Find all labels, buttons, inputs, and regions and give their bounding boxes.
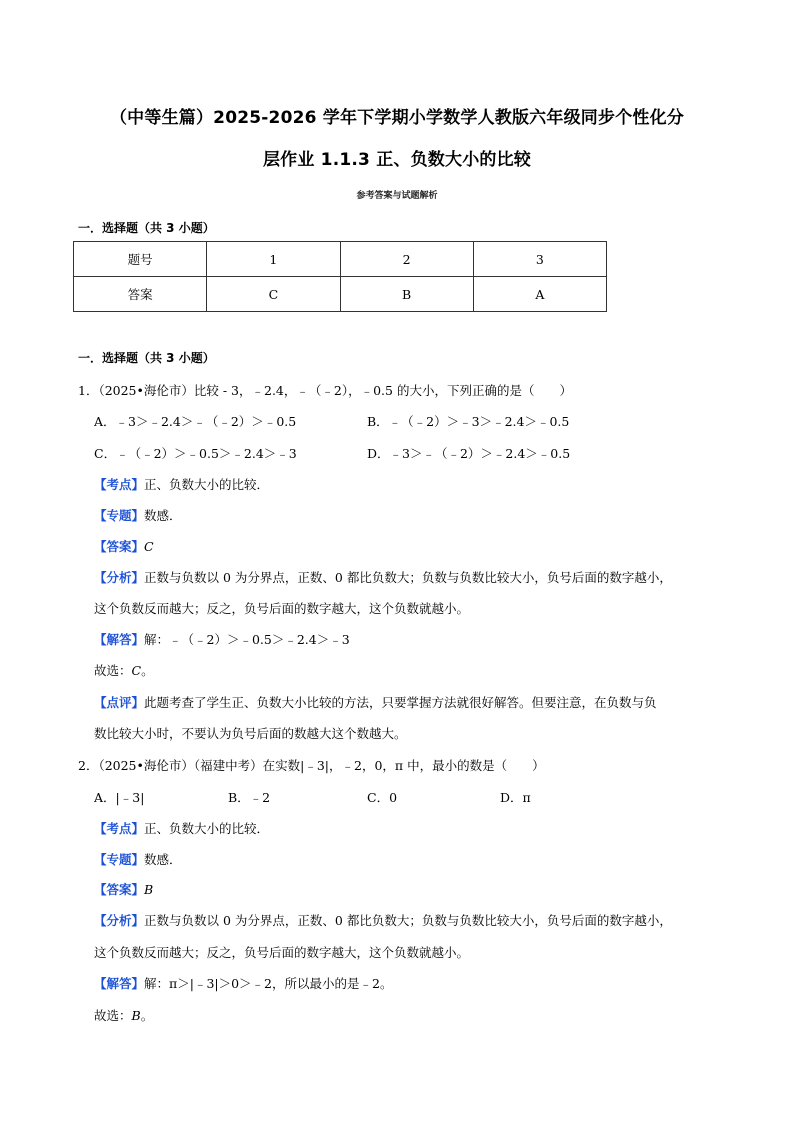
zhuanti-label: 【专题】 (94, 508, 145, 523)
detail-section-heading: 一．选择题（共 3 小题） (78, 351, 215, 365)
question-1-option-d: D．﹣3＞﹣（﹣2）＞﹣2.4＞﹣0.5 (367, 446, 571, 461)
solution-label: 【解答】 (94, 976, 145, 991)
analysis-text: 正数与负数以 0 为分界点，正数、0 都比负数大；负数与负数比较大小，负号后面的数字越小， (144, 570, 672, 585)
choice-suffix: 。 (141, 663, 154, 678)
solution-text: 解：﹣（﹣2）＞﹣0.5＞﹣2.4＞﹣3 (144, 632, 350, 647)
question-1-analysis-line-2: 这个负数反而越大；反之，负号后面的数字越大，这个负数就越小。 (94, 601, 470, 616)
question-1-option-a: A．﹣3＞﹣2.4＞﹣（﹣2）＞﹣0.5 (94, 414, 297, 429)
question-1-option-b: B．﹣（﹣2）＞﹣3＞﹣2.4＞﹣0.5 (367, 414, 570, 429)
document-title-line-1: （中等生篇）2025-2026 学年下学期小学数学人教版六年级同步个性化分 (109, 108, 684, 128)
table-row (74, 277, 607, 312)
table-cell: 答案 (74, 277, 207, 312)
answer-value: B (144, 882, 154, 897)
question-1-zhuanti (94, 506, 182, 524)
solution-label: 【解答】 (94, 632, 145, 647)
question-2-kaodian (94, 819, 269, 837)
zhuanti-text: 数感． (144, 508, 182, 523)
kaodian-label: 【考点】 (94, 477, 145, 492)
kaodian-text: 正、负数大小的比较． (144, 477, 270, 492)
document-title-line-2: 层作业 1.1.3 正、负数大小的比较 (262, 150, 532, 170)
question-2-answer (94, 880, 153, 898)
solution-text: 解：π＞|﹣3|＞0＞﹣2，所以最小的是﹣2。 (144, 976, 393, 991)
answer-table (73, 241, 607, 312)
table-row (74, 242, 607, 277)
question-2-analysis-line-2: 这个负数反而越大；反之，负号后面的数字越大，这个负数就越小。 (94, 945, 470, 960)
choice-prefix: 故选： (94, 663, 132, 678)
question-2-zhuanti (94, 850, 182, 868)
question-2-analysis-line-1 (94, 911, 672, 929)
answer-label: 【答案】 (94, 539, 145, 554)
table-cell: 2 (340, 242, 473, 277)
question-2-option-b: B．﹣2 (228, 790, 271, 805)
question-1-choice (94, 661, 154, 679)
kaodian-label: 【考点】 (94, 821, 145, 836)
question-1-kaodian (94, 475, 269, 493)
comment-text: 此题考查了学生正、负数大小比较的方法，只要掌握方法就很好解答。但要注意，在负数与负 (144, 695, 657, 710)
question-1-option-c: C．﹣（﹣2）＞﹣0.5＞﹣2.4＞﹣3 (94, 446, 297, 461)
question-2-option-c: C．0 (367, 790, 398, 805)
question-1-answer (94, 537, 154, 555)
table-cell: 1 (207, 242, 340, 277)
question-1-comment-line-1 (94, 693, 657, 711)
question-2-solution (94, 974, 392, 992)
choice-prefix: 故选： (94, 1008, 132, 1023)
question-2-choice (94, 1006, 153, 1024)
choice-suffix: 。 (140, 1008, 154, 1023)
table-cell: 题号 (74, 242, 207, 277)
question-1-stem: 1．（2025•海伦市）比较 - 3，﹣2.4，﹣（﹣2），﹣0.5 的大小，下列正确的是（ ） (78, 383, 572, 398)
zhuanti-text: 数感． (144, 852, 182, 867)
answer-section-heading: 一．选择题（共 3 小题） (78, 221, 215, 235)
question-2-stem: 2．（2025•海伦市）（福建中考）在实数|﹣3|，﹣2，0，π 中，最小的数是（ ） (78, 758, 545, 773)
question-2-option-d: D．π (500, 790, 531, 805)
question-1-solution (94, 630, 350, 648)
kaodian-text: 正、负数大小的比较． (144, 821, 270, 836)
table-cell: B (340, 277, 473, 312)
table-cell: A (473, 277, 606, 312)
zhuanti-label: 【专题】 (94, 852, 145, 867)
table-cell: C (207, 277, 340, 312)
table-cell: 3 (473, 242, 606, 277)
question-1-comment-line-2: 数比较大小时，不要认为负号后面的数越大这个数越大。 (94, 726, 407, 741)
analysis-label: 【分析】 (94, 913, 145, 928)
answer-label: 【答案】 (94, 882, 145, 897)
analysis-text: 正数与负数以 0 为分界点，正数、0 都比负数大；负数与负数比较大小，负号后面的数字越小， (144, 913, 672, 928)
answer-value: C (144, 539, 154, 554)
question-1-analysis-line-1 (94, 568, 672, 586)
choice-answer: B (131, 1008, 141, 1023)
analysis-label: 【分析】 (94, 570, 145, 585)
document-subtitle: 参考答案与试题解析 (356, 191, 438, 201)
question-2-option-a: A．|﹣3| (94, 790, 145, 805)
choice-answer: C (131, 663, 142, 678)
comment-label: 【点评】 (94, 695, 145, 710)
